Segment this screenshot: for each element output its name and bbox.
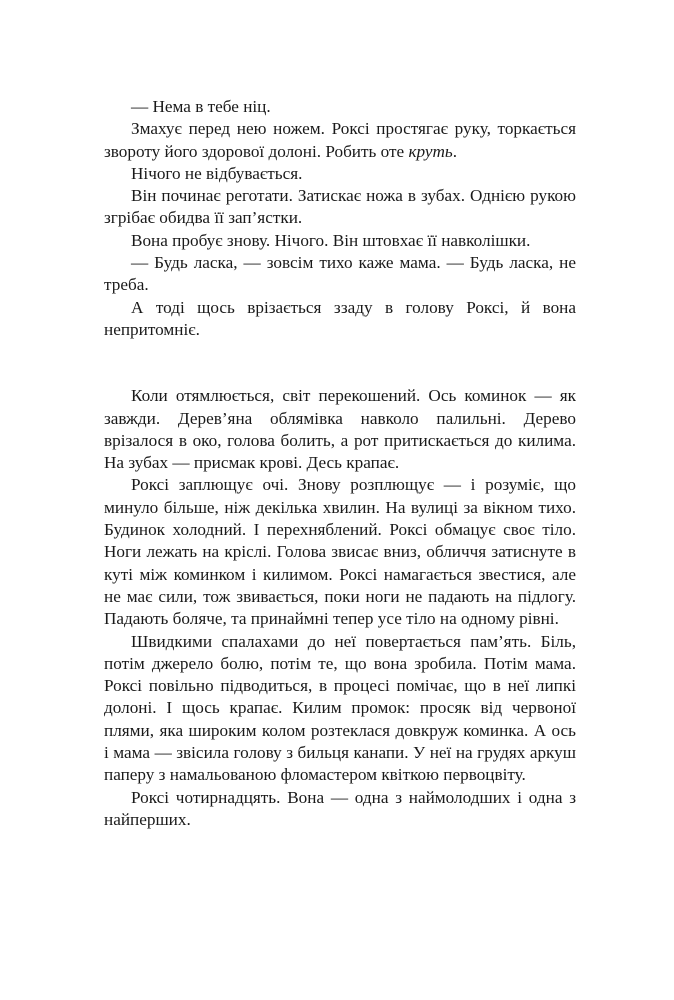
book-page — [104, 96, 576, 831]
paragraph: Він починає реготати. Затискає ножа в зубах. Однією рукою згрібає обидва її зап’ястки. — [104, 186, 576, 228]
paragraph: Нічого не відбувається. — [131, 163, 303, 183]
paragraph-text: Змахує перед нею ножем. Роксі простягає руку, торкається звороту його здорової долоні. Робить оте — [104, 119, 576, 161]
paragraph: Роксі заплющує очі. Знову розплющує — і розуміє, що минуло більше, ніж декілька хвилин. На вулиці за вікном тихо. Будинок холодний. І перехняблений. Роксі обмацує своє тіло. Ноги лежать на кріслі. Голова звисає вниз, обличчя затиснуте в куті між коминком і килимом. Роксі намагається звестися, але не має сили, тож звивається, поки ноги не падають на підлогу. Падають боляче, та принаймні тепер усе тіло на одному рівні. — [104, 475, 576, 629]
section-break — [104, 341, 576, 385]
italic-word: круть — [408, 141, 453, 161]
paragraph — [104, 118, 576, 163]
paragraph: Вона пробує знову. Нічого. Він штовхає її навколішки. — [131, 230, 531, 250]
paragraph: Швидкими спалахами до неї повертається пам’ять. Біль, потім джерело болю, потім те, що вона зробила. Потім мама. Роксі повільно підводиться, в процесі помічає, що в неї липкі долоні. І щось крапає. Килим промок: просяк від червоної плями, яка широким колом розтеклася довкруж коминка. А ось і мама — звісила голову з бильця канапи. У неї на грудях аркуш паперу з намальованою фломастером квіткою первоцвіту. — [104, 631, 576, 785]
paragraph: А тоді щось врізається ззаду в голову Роксі, й вона непритомніє. — [104, 297, 576, 339]
paragraph: Роксі чотирнадцять. Вона — одна з наймолодших і одна з найперших. — [104, 787, 576, 829]
paragraph: — Нема в тебе ніц. — [131, 97, 271, 116]
paragraph: — Будь ласка, — зовсім тихо каже мама. — Будь ласка, не треба. — [104, 253, 576, 295]
paragraph: Коли отямлюється, світ перекошений. Ось коминок — як завжди. Дерев’яна облямівка навколо палильні. Дерево врізалося в око, голова болить, а рот притискається до килима. На зубах — присмак крові. Десь крапає. — [104, 386, 576, 473]
paragraph-text: . — [452, 141, 458, 161]
